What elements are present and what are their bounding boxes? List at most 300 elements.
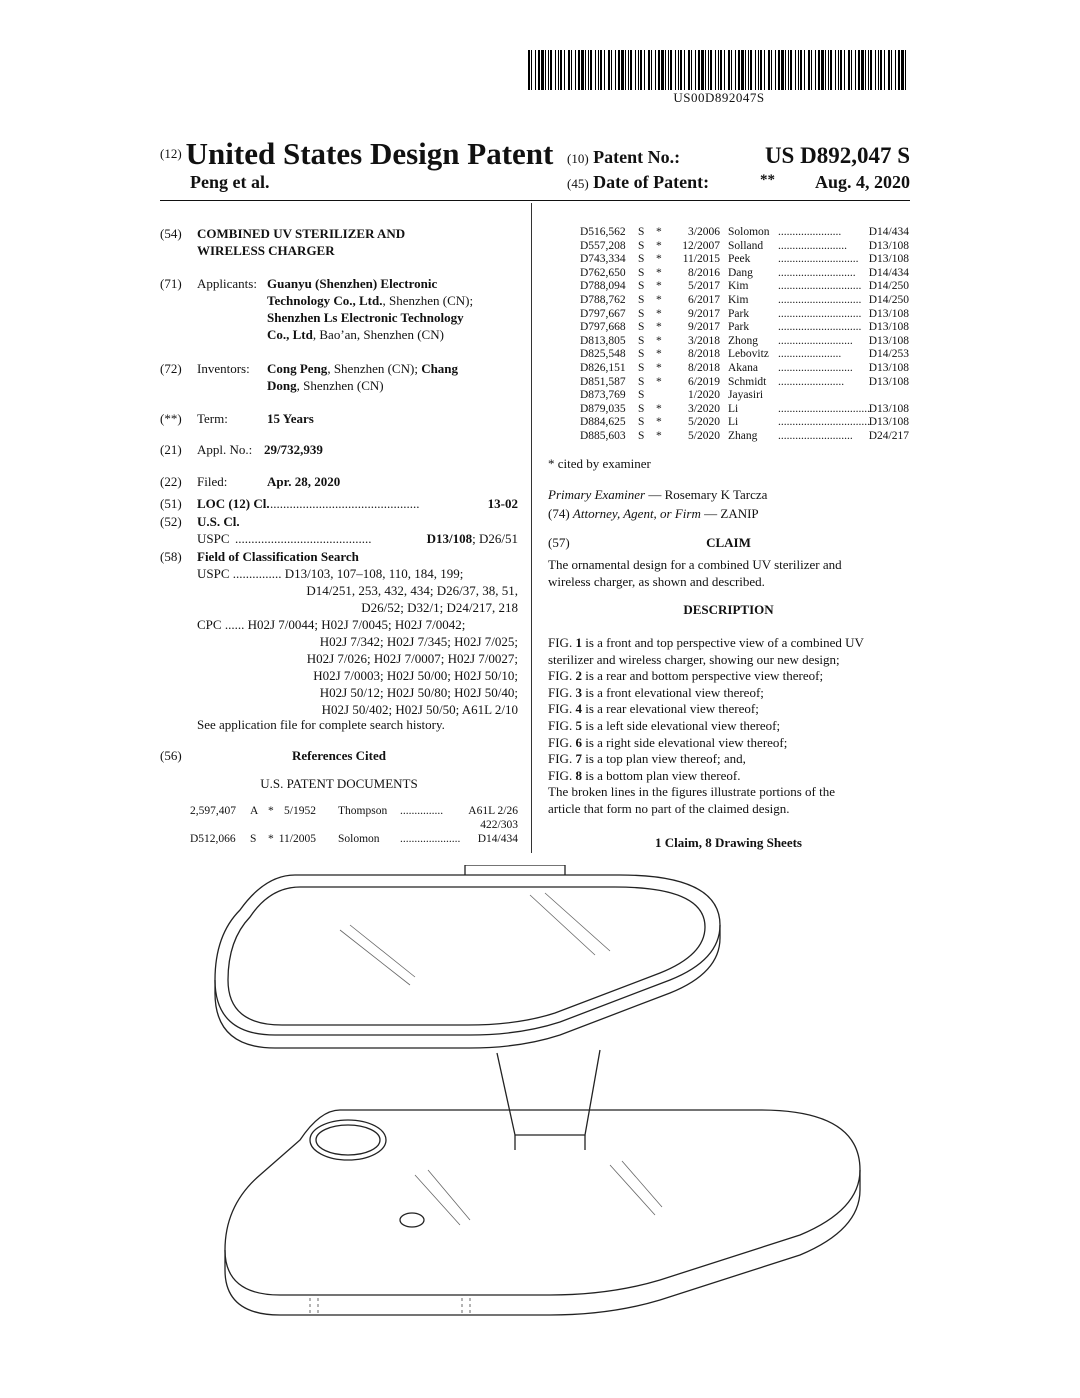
barcode-bar bbox=[648, 50, 650, 90]
barcode-bar bbox=[771, 50, 772, 90]
barcode-bar bbox=[705, 50, 706, 90]
barcode-bar bbox=[895, 50, 896, 90]
description-pre: FIG. bbox=[548, 635, 576, 650]
ref-name: Schmidt bbox=[728, 375, 767, 388]
appl-no-value: 29/732,939 bbox=[264, 442, 323, 457]
ref-dots: ....................... bbox=[778, 375, 845, 388]
code-term: (**) bbox=[160, 411, 182, 426]
ref-kind: S bbox=[638, 226, 645, 238]
ref-number: D851,587 bbox=[580, 375, 626, 388]
left-references-table bbox=[190, 805, 518, 850]
barcode-bar bbox=[861, 50, 864, 90]
code-21: (21) bbox=[160, 442, 182, 457]
barcode-bar bbox=[708, 50, 709, 90]
search-note: See application file for complete search history. bbox=[197, 717, 445, 732]
base-button-small bbox=[400, 1213, 424, 1227]
barcode-bar bbox=[781, 50, 784, 90]
ref-number: D762,650 bbox=[580, 266, 626, 279]
barcode-bar bbox=[724, 50, 725, 90]
us-patent-documents-label: U.S. PATENT DOCUMENTS bbox=[260, 776, 418, 791]
inid-code-12: (12) bbox=[160, 146, 182, 161]
description-post: is a right side elevational view thereof; bbox=[581, 734, 788, 750]
code-22: (22) bbox=[160, 474, 182, 489]
barcode-bar bbox=[884, 50, 885, 90]
ref-kind: S bbox=[638, 389, 645, 402]
barcode-number: US00D892047S bbox=[673, 90, 765, 105]
applicant-2-line-1: Shenzhen Ls Electronic Technology bbox=[267, 310, 464, 325]
ref-name: Kim bbox=[728, 280, 749, 293]
barcode-bar bbox=[848, 50, 850, 90]
inid-code-10: (10) bbox=[567, 151, 589, 166]
barcode-bar bbox=[865, 50, 866, 90]
description-num: 3 bbox=[575, 684, 582, 700]
ref-number: D797,668 bbox=[580, 321, 626, 334]
ref-class: D13/108 bbox=[868, 239, 909, 252]
description-line bbox=[548, 751, 909, 768]
barcode-bar bbox=[541, 50, 544, 90]
inventor-1: Cong Peng bbox=[267, 361, 328, 376]
barcode-bar bbox=[750, 50, 752, 90]
ref-star: * bbox=[656, 402, 662, 415]
description-pre: FIG. bbox=[548, 717, 576, 733]
ref-date: 11/2005 bbox=[278, 833, 316, 845]
ref-star: * bbox=[656, 375, 662, 388]
barcode-bar bbox=[558, 50, 559, 90]
barcode-bar bbox=[621, 50, 624, 90]
ref-star: * bbox=[268, 805, 274, 817]
ref-number: D825,548 bbox=[580, 348, 626, 361]
uspc-label: USPC bbox=[197, 531, 230, 546]
applicant-1-line-1: Guanyu (Shenzhen) Electronic bbox=[267, 276, 438, 291]
barcode-bar bbox=[735, 50, 736, 90]
barcode-bar bbox=[905, 50, 906, 90]
ref-name: Jayasiri bbox=[728, 389, 764, 402]
ref-number: D743,334 bbox=[580, 253, 626, 266]
examiner-label: Primary Examiner bbox=[548, 487, 646, 502]
ref-dots: ............................. bbox=[778, 280, 862, 293]
barcode-bar bbox=[531, 50, 532, 90]
ref-dots: ............................. bbox=[778, 294, 862, 306]
code-72: (72) bbox=[160, 361, 182, 376]
ref-class: D13/108 bbox=[868, 334, 909, 347]
description-post: The broken lines in the figures illustrate portions of the bbox=[548, 784, 836, 800]
description-num: 6 bbox=[575, 734, 582, 750]
attorney bbox=[548, 506, 759, 522]
document-title: United States Design Patent bbox=[185, 136, 554, 171]
term-label: Term: bbox=[197, 411, 228, 426]
barcode-bar bbox=[615, 50, 616, 90]
ref-kind: S bbox=[638, 294, 645, 306]
description-line bbox=[548, 768, 909, 785]
ref-dots: ................................ bbox=[778, 416, 870, 429]
ref-star: * bbox=[656, 239, 662, 252]
barcode-bar bbox=[718, 50, 719, 90]
barcode-bar bbox=[878, 50, 879, 90]
claim-title: CLAIM bbox=[706, 535, 751, 550]
description-line bbox=[548, 801, 909, 818]
barcode-bar bbox=[588, 50, 589, 90]
ref-class-secondary: 422/303 bbox=[480, 819, 518, 831]
ref-dots: ...................... bbox=[778, 348, 842, 361]
patent-date: Aug. 4, 2020 bbox=[814, 172, 910, 192]
barcode-bar bbox=[611, 50, 612, 90]
barcode-bar bbox=[825, 50, 826, 90]
barcode-bar bbox=[811, 50, 812, 90]
ref-kind: S bbox=[638, 402, 645, 415]
barcode-bar bbox=[695, 50, 696, 90]
ref-kind: S bbox=[638, 334, 645, 347]
attorney-name: — ZANIP bbox=[700, 506, 759, 521]
barcode-bar bbox=[564, 50, 565, 90]
ref-star: * bbox=[656, 362, 662, 374]
ref-date: 5/1952 bbox=[284, 805, 316, 817]
ref-star: * bbox=[656, 430, 662, 442]
ref-class: A61L 2/26 bbox=[468, 805, 518, 817]
barcode-bar bbox=[804, 50, 805, 90]
ref-name: Park bbox=[728, 321, 750, 334]
barcode-bar bbox=[795, 50, 796, 90]
ref-class: D14/434 bbox=[868, 266, 909, 279]
ref-number: D512,066 bbox=[190, 833, 236, 845]
date-label bbox=[567, 172, 709, 193]
barcode-bar bbox=[585, 50, 586, 90]
claims-sheets-count: 1 Claim, 8 Drawing Sheets bbox=[655, 835, 802, 850]
barcode-bar bbox=[560, 50, 562, 90]
description-num: 5 bbox=[575, 717, 582, 733]
barcode-bar bbox=[598, 50, 599, 90]
right-references-table bbox=[548, 226, 909, 451]
barcode-bar bbox=[800, 50, 802, 90]
ref-name: Solland bbox=[728, 239, 764, 252]
description-line bbox=[548, 718, 909, 735]
barcode-bar bbox=[835, 50, 836, 90]
ref-class: D13/108 bbox=[868, 402, 909, 415]
inventors-short: Peng et al. bbox=[190, 172, 270, 192]
barcode-bar bbox=[898, 50, 900, 90]
barcode-bar bbox=[838, 50, 839, 90]
ref-star: * bbox=[656, 253, 662, 266]
barcode-bar bbox=[710, 50, 712, 90]
ref-number: D873,769 bbox=[580, 389, 626, 402]
description-line bbox=[548, 668, 909, 685]
patent-number-label bbox=[567, 147, 680, 168]
ref-class: D13/108 bbox=[868, 375, 909, 388]
base-button-large bbox=[310, 1120, 386, 1160]
description-post: article that form no part of the claimed design. bbox=[548, 800, 790, 816]
description-pre: FIG. bbox=[548, 767, 576, 783]
barcode bbox=[528, 50, 910, 90]
barcode-bar bbox=[581, 50, 584, 90]
ref-date: 8/2016 bbox=[688, 266, 720, 279]
barcode-bar bbox=[840, 50, 842, 90]
barcode-bar bbox=[731, 50, 732, 90]
ref-number: D884,625 bbox=[580, 416, 626, 429]
inid-code-45: (45) bbox=[567, 176, 589, 191]
code-71: (71) bbox=[160, 276, 182, 291]
ref-number: D788,762 bbox=[580, 294, 626, 306]
code-58: (58) bbox=[160, 549, 182, 564]
ref-date: 5/2020 bbox=[688, 430, 720, 442]
barcode-bar bbox=[571, 50, 572, 90]
ref-star: * bbox=[656, 280, 662, 293]
barcode-bar bbox=[608, 50, 610, 90]
barcode-bar bbox=[758, 50, 759, 90]
description-post: is a front elevational view thereof; bbox=[581, 684, 764, 700]
barcode-bar bbox=[728, 50, 730, 90]
barcode-bar bbox=[858, 50, 860, 90]
ref-number: D879,035 bbox=[580, 402, 626, 415]
ref-star: * bbox=[656, 321, 662, 334]
barcode-bar bbox=[578, 50, 580, 90]
ref-star: * bbox=[656, 266, 662, 279]
applicant-2-city: , Bao’an, Shenzhen (CN) bbox=[312, 327, 444, 342]
barcode-bar bbox=[575, 50, 576, 90]
ref-dots: ................................ bbox=[778, 402, 870, 415]
ref-class: D13/108 bbox=[868, 307, 909, 320]
barcode-bar bbox=[818, 50, 820, 90]
barcode-bar bbox=[698, 50, 700, 90]
description-title: DESCRIPTION bbox=[683, 602, 774, 617]
examiner-name: — Rosemary K Tarcza bbox=[645, 487, 768, 502]
claim-text-2: wireless charger, as shown and described. bbox=[548, 574, 765, 589]
barcode-bar bbox=[535, 50, 536, 90]
description-post: is a front and top perspective view of a combined UV bbox=[581, 635, 864, 650]
code-56: (56) bbox=[160, 748, 182, 763]
barcode-bar bbox=[901, 50, 904, 90]
barcode-bar bbox=[668, 50, 669, 90]
ref-name: Li bbox=[728, 416, 739, 429]
applicant-2-line-2: Co., Ltd bbox=[267, 327, 313, 342]
barcode-bar bbox=[790, 50, 792, 90]
barcode-bar bbox=[688, 50, 690, 90]
search-uspc-3: D26/52; D32/1; D24/217, 218 bbox=[361, 600, 518, 615]
ref-kind: S bbox=[638, 430, 645, 442]
search-cpc-3: H02J 7/026; H02J 7/0007; H02J 7/0027; bbox=[306, 651, 518, 666]
ref-class: D14/434 bbox=[868, 226, 909, 238]
description-num: 1 bbox=[575, 635, 582, 650]
ref-date: 3/2006 bbox=[688, 226, 720, 238]
ref-kind: S bbox=[638, 362, 645, 374]
description-num: 7 bbox=[575, 751, 582, 767]
barcode-bar bbox=[844, 50, 845, 90]
barcode-bar bbox=[684, 50, 685, 90]
ref-number: D557,208 bbox=[580, 239, 626, 252]
search-label: Field of Classification Search bbox=[197, 549, 359, 564]
uspc-secondary: ; D26/51 bbox=[472, 531, 518, 546]
ref-date: 9/2017 bbox=[688, 321, 720, 334]
code-52: (52) bbox=[160, 514, 182, 529]
title-line-2: WIRELESS CHARGER bbox=[197, 243, 335, 258]
ref-name: Peek bbox=[728, 253, 751, 266]
applicant-1-line-2: Technology Co., Ltd. bbox=[267, 293, 383, 308]
ref-date: 3/2018 bbox=[688, 334, 720, 347]
barcode-bar bbox=[665, 50, 666, 90]
barcode-bar bbox=[618, 50, 620, 90]
barcode-bar bbox=[675, 50, 676, 90]
barcode-bar bbox=[828, 50, 829, 90]
claim-text-1: The ornamental design for a combined UV sterilizer and bbox=[548, 557, 842, 572]
ref-number: 2,597,407 bbox=[190, 805, 236, 817]
inventors-label: Inventors: bbox=[197, 361, 250, 376]
barcode-bar bbox=[635, 50, 636, 90]
patent-number: US D892,047 S bbox=[764, 143, 910, 168]
column-divider bbox=[531, 203, 532, 853]
ref-date: 5/2017 bbox=[688, 280, 720, 293]
barcode-bar bbox=[661, 50, 664, 90]
barcode-bar bbox=[604, 50, 605, 90]
barcode-bar bbox=[815, 50, 816, 90]
filed-label: Filed: bbox=[197, 474, 228, 489]
barcode-bar bbox=[538, 50, 540, 90]
ref-star: * bbox=[656, 416, 662, 429]
barcode-bar bbox=[808, 50, 810, 90]
description-num: 2 bbox=[575, 668, 582, 684]
barcode-bar bbox=[891, 50, 892, 90]
attorney-label: Attorney, Agent, or Firm bbox=[572, 506, 701, 521]
barcode-bar bbox=[655, 50, 656, 90]
ref-class: D13/108 bbox=[868, 416, 909, 429]
ref-dots: ............................. bbox=[778, 321, 862, 334]
search-cpc-6: H02J 50/402; H02J 50/50; A61L 2/10 bbox=[321, 702, 518, 717]
barcode-bar bbox=[680, 50, 682, 90]
barcode-bar bbox=[738, 50, 740, 90]
ref-date: 3/2020 bbox=[688, 402, 720, 415]
ref-name: Zhong bbox=[728, 334, 759, 347]
ref-class: D24/217 bbox=[868, 430, 909, 442]
ref-class: D13/108 bbox=[868, 321, 909, 334]
ref-dots: ............................ bbox=[778, 253, 859, 266]
barcode-bar bbox=[788, 50, 789, 90]
barcode-bar bbox=[638, 50, 639, 90]
ref-class: D13/108 bbox=[868, 253, 909, 266]
loc-value: 13-02 bbox=[487, 496, 518, 511]
search-cpc-2: H02J 7/342; H02J 7/345; H02J 7/025; bbox=[319, 634, 518, 649]
ref-name: Solomon bbox=[728, 226, 770, 238]
ref-number: D885,603 bbox=[580, 430, 626, 442]
barcode-bar bbox=[785, 50, 786, 90]
ref-date: 11/2015 bbox=[682, 253, 720, 266]
description-post: sterilizer and wireless charger, showing our new design; bbox=[548, 651, 840, 667]
barcode-bar bbox=[625, 50, 626, 90]
ref-star: * bbox=[656, 226, 662, 238]
description-line bbox=[548, 652, 909, 669]
ref-dots: .......................... bbox=[778, 334, 853, 347]
barcode-bar bbox=[715, 50, 716, 90]
loc-dots: .............................................. bbox=[270, 496, 420, 511]
barcode-bar bbox=[880, 50, 882, 90]
ref-number: D516,562 bbox=[580, 226, 626, 238]
ref-date: 9/2017 bbox=[688, 307, 720, 320]
barcode-bar bbox=[528, 50, 530, 90]
description-pre: FIG. bbox=[548, 751, 576, 767]
barcode-bar bbox=[851, 50, 852, 90]
barcode-bar bbox=[548, 50, 549, 90]
ref-class: D14/250 bbox=[868, 280, 909, 293]
code-54: (54) bbox=[160, 226, 182, 241]
ref-star: * bbox=[656, 307, 662, 320]
description-num: 4 bbox=[575, 701, 582, 717]
ref-star: * bbox=[656, 348, 662, 361]
barcode-bar bbox=[630, 50, 632, 90]
barcode-bar bbox=[644, 50, 645, 90]
search-cpc-4: H02J 7/0003; H02J 50/00; H02J 50/10; bbox=[313, 668, 518, 683]
base-outline bbox=[225, 1110, 860, 1295]
barcode-bar bbox=[628, 50, 629, 90]
ref-number: D788,094 bbox=[580, 280, 626, 293]
search-cpc-5: H02J 50/12; H02J 50/80; H02J 50/40; bbox=[319, 685, 518, 700]
description-line bbox=[548, 635, 909, 652]
primary-examiner bbox=[548, 487, 767, 503]
references-title: References Cited bbox=[292, 748, 386, 763]
ref-name: Solomon bbox=[338, 833, 380, 845]
barcode-bar bbox=[768, 50, 770, 90]
description-post: is a top plan view thereof; and, bbox=[581, 751, 746, 767]
term-extension-stars: ** bbox=[760, 172, 775, 188]
ref-class: D14/250 bbox=[868, 294, 909, 306]
title-line-1: COMBINED UV STERILIZER AND bbox=[197, 226, 406, 241]
ref-kind: S bbox=[638, 266, 645, 279]
ref-class: D13/108 bbox=[868, 362, 909, 374]
barcode-bar bbox=[875, 50, 876, 90]
ref-number: D813,805 bbox=[580, 334, 626, 347]
description-num: 8 bbox=[575, 767, 582, 783]
ref-kind: S bbox=[638, 416, 645, 429]
description-line bbox=[548, 685, 909, 702]
ref-dots: ............... bbox=[400, 805, 444, 817]
search-uspc-2: D14/251, 253, 432, 434; D26/37, 38, 51, bbox=[306, 583, 518, 598]
barcode-bar bbox=[595, 50, 596, 90]
description-post: is a rear elevational view thereof; bbox=[581, 701, 759, 717]
cited-by-examiner: * cited by examiner bbox=[548, 456, 651, 471]
description-pre: FIG. bbox=[548, 734, 576, 750]
barcode-bar bbox=[888, 50, 890, 90]
ref-date: 6/2017 bbox=[688, 294, 720, 306]
inventor-2-first: Chang bbox=[421, 361, 459, 376]
ref-star: * bbox=[656, 294, 662, 306]
ref-name: Park bbox=[728, 307, 750, 320]
loc-label: LOC (12) Cl. bbox=[197, 496, 270, 511]
header-divider bbox=[160, 200, 910, 201]
design-drawing-figure bbox=[200, 865, 880, 1365]
barcode-bar bbox=[764, 50, 765, 90]
ref-date: 1/2020 bbox=[688, 389, 720, 402]
ref-name: Zhang bbox=[728, 430, 758, 442]
top-pad-edge bbox=[215, 925, 720, 1048]
barcode-bar bbox=[550, 50, 552, 90]
description-post: is a rear and bottom perspective view thereof; bbox=[581, 668, 824, 684]
ref-class: D14/253 bbox=[868, 348, 909, 361]
ref-kind: S bbox=[638, 253, 645, 266]
ref-date: 8/2018 bbox=[688, 348, 720, 361]
barcode-bar bbox=[545, 50, 546, 90]
appl-no-label: Appl. No.: bbox=[197, 442, 253, 457]
description-line bbox=[548, 701, 909, 718]
stand bbox=[497, 1050, 600, 1135]
ref-dots: ............................. bbox=[778, 307, 862, 320]
ref-kind: S bbox=[638, 280, 645, 293]
search-uspc-1: USPC ............... D13/103, 107–108, 110, 184, 199; bbox=[197, 566, 464, 581]
inventor-1-city: , Shenzhen (CN); bbox=[327, 361, 422, 376]
barcode-bar bbox=[701, 50, 704, 90]
barcode-bar bbox=[778, 50, 780, 90]
ref-kind: S bbox=[638, 348, 645, 361]
description-post: is a bottom plan view thereof. bbox=[581, 767, 741, 783]
ref-date: 6/2019 bbox=[688, 375, 720, 388]
barcode-bar bbox=[798, 50, 799, 90]
barcode-bar bbox=[555, 50, 556, 90]
barcode-bar bbox=[568, 50, 570, 90]
ref-dots: .......................... bbox=[778, 430, 853, 442]
